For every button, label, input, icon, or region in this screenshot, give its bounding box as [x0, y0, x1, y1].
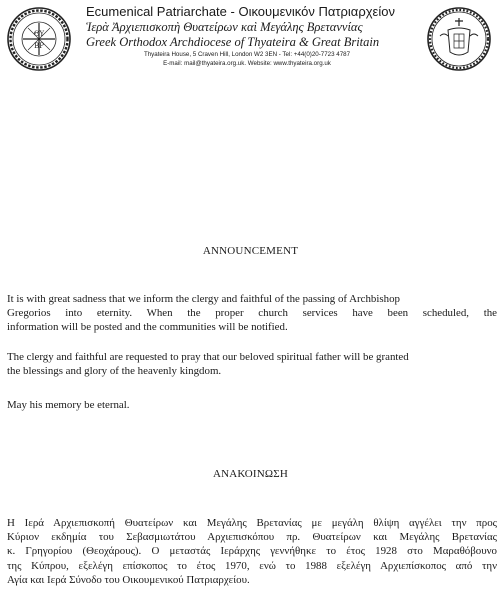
letterhead [86, 4, 426, 68]
english-heading: ANNOUNCEMENT [202, 245, 299, 257]
text-line: Gregorios into eternity. When the proper church services have been scheduled, the [7, 307, 497, 320]
text-line: May his memory be eternal. [7, 399, 130, 411]
letterhead-address: Thyateira House, 5 Craven Hill, London W2 3EN - Tel: +44(0)20-7723 4787 [143, 51, 351, 58]
letterhead-english-name: Greek Orthodox Archdiocese of Thyateira & Great Britain [86, 35, 380, 49]
text-line: της Κύπρου, εξελέγη επίσκοπος το έτος 1970, ενώ το 1988 εξελέγη Αρχιεπίσκοπος από την [7, 559, 497, 572]
greek-heading: ΑΝΑΚΟΙΝΩΣΗ [212, 468, 289, 480]
english-paragraph-1 [7, 292, 497, 335]
archdiocese-seal-icon [426, 6, 492, 72]
text-line: Η Ιερά Αρχιεπισκοπή Θυατείρων και Μεγάλης Βρετανίας με μεγάλη θλίψη αγγέλει την προς [7, 517, 497, 529]
letterhead-greek-name: Ἱερὰ Ἀρχιεπισκοπὴ Θυατείρων καὶ Μεγάλης Βρεταννίας [86, 20, 363, 34]
english-paragraph-3 [7, 398, 497, 412]
svg-text:ΒΡ: ΒΡ [34, 42, 44, 50]
english-paragraph-2 [7, 350, 497, 378]
text-line: κ. Γρηγορίου (Θεοχάρους). Ο μεταστάς Ιεράρχης γεννήθηκε το έτος 1928 στο Μαραθόβουνο [7, 545, 497, 558]
patriarchate-seal-icon [6, 6, 72, 72]
text-line: The clergy and faithful are requested to pray that our beloved spiritual father will be granted [7, 351, 409, 363]
text-line: information will be posted and the communities will be notified. [7, 321, 288, 334]
greek-paragraph [7, 516, 497, 587]
text-line: the blessings and glory of the heavenly kingdom. [7, 365, 222, 378]
text-line: It is with great sadness that we inform the clergy and faithful of the passing of Archbishop [7, 293, 400, 305]
text-line: Αγία και Ιερά Σύνοδο του Οικουμενικού Πατριαρχείου. [7, 573, 250, 586]
svg-text:ΘΥ: ΘΥ [33, 30, 45, 38]
text-line: Κύριον εκδημία του Σεβασμιωτάτου Αρχιεπισκόπου πρ. Θυατείρων και Μεγάλης Βρετανίας [7, 531, 497, 544]
letterhead-title: Ecumenical Patriarchate - Οικουμενικόν Πατριαρχείον [86, 4, 395, 19]
letterhead-contact: E-mail: mail@thyateira.org.uk. Website: www.thyateira.org.uk [163, 60, 331, 67]
